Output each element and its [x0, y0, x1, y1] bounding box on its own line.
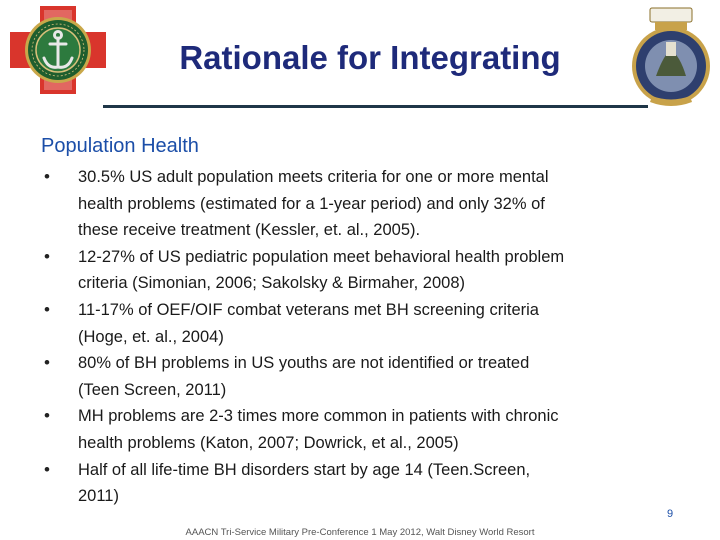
naval-hospital-shield-logo	[628, 6, 714, 110]
page-number: 9	[667, 508, 674, 520]
bullet-text-line: health problems (estimated for a 1-year period) and only 32% of	[78, 194, 545, 213]
bullet-icon: •	[44, 406, 50, 426]
bullet-text-line: MH problems are 2-3 times more common in patients with chronic	[78, 407, 559, 426]
bullet-item	[40, 164, 680, 244]
section-heading: Population Health	[41, 135, 199, 157]
bullet-text-line: 30.5% US adult population meets criteria for one or more mental	[78, 168, 549, 186]
anchor-seal-icon	[8, 4, 108, 96]
bullet-icon: •	[44, 299, 50, 319]
bullet-text-line: these receive treatment (Kessler, et. al., 2005).	[78, 221, 421, 240]
bullet-item	[40, 350, 680, 403]
slide-footer: AAACN Tri-Service Military Pre-Conference 1 May 2012, Walt Disney World Resort	[185, 527, 535, 538]
navy-medicine-logo	[8, 4, 108, 96]
bullet-text-line: health problems (Katon, 2007; Dowrick, et al., 2005)	[78, 433, 459, 452]
bullet-text-line: 80% of BH problems in US youths are not identified or treated	[78, 354, 530, 373]
slide-title: Rationale for Integrating	[179, 39, 561, 76]
bullet-list	[40, 164, 680, 510]
bullet-text-line: 2011)	[78, 487, 119, 506]
bullet-text-line: 12-27% of US pediatric population meet behavioral health problem	[78, 247, 565, 266]
bullet-icon: •	[44, 246, 50, 266]
bullet-text-line: criteria (Simonian, 2006; Sakolsky & Birmaher, 2008)	[78, 274, 466, 293]
bullet-text-line: (Hoge, et. al., 2004)	[78, 327, 224, 346]
bullet-text-line: (Teen Screen, 2011)	[78, 380, 227, 399]
bullet-text-line: Half of all life-time BH disorders start by age 14 (Teen.Screen,	[78, 460, 531, 479]
bullet-icon: •	[44, 167, 50, 186]
bullet-icon: •	[44, 459, 50, 479]
bullet-item	[40, 297, 680, 350]
title-divider	[103, 105, 648, 108]
bullet-item	[40, 403, 680, 456]
bullet-text-line: 11-17% of OEF/OIF combat veterans met BH screening criteria	[78, 300, 539, 319]
bullet-item	[40, 457, 680, 510]
hospital-shield-icon	[628, 6, 714, 110]
bullet-icon: •	[44, 353, 50, 373]
bullet-item	[40, 244, 680, 297]
